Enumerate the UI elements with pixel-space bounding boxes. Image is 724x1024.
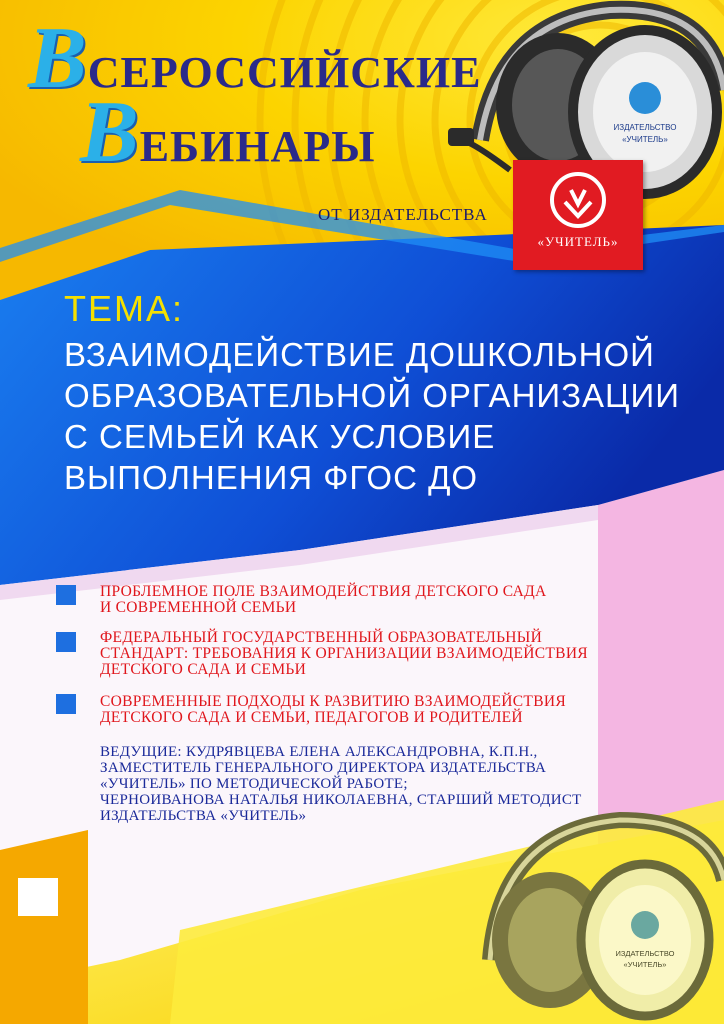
publisher-prefix: ОТ ИЗДАТЕЛЬСТВА [318,205,488,224]
headset-label-2: «УЧИТЕЛЬ» [623,960,667,969]
topic-line: ОБРАЗОВАТЕЛЬНОЙ ОРГАНИЗАЦИИ [64,377,680,414]
topic-line: С СЕМЬЕЙ КАК УСЛОВИЕ [64,418,496,455]
bullet-square-icon [56,694,76,714]
bullet-square-icon [56,585,76,605]
topic-line: ВЫПОЛНЕНИЯ ФГОС ДО [64,459,479,496]
title-rest-2: ЕБИНАРЫ [139,122,376,171]
publisher-logo-icon [513,160,643,234]
decorative-square [18,878,58,916]
headset-icon [460,800,724,1024]
hosts-line: «УЧИТЕЛЬ» ПО МЕТОДИЧЕСКОЙ РАБОТЕ; [100,776,408,792]
topic-title [64,334,704,498]
headset-label-1: ИЗДАТЕЛЬСТВО [613,123,677,132]
agenda-item-line: СОВРЕМЕННЫЕ ПОДХОДЫ К РАЗВИТИЮ ВЗАИМОДЕЙСТВИЯ [100,693,566,710]
title-initial-1: В [28,10,88,107]
agenda-item-line: ФЕДЕРАЛЬНЫЙ ГОСУДАРСТВЕННЫЙ ОБРАЗОВАТЕЛЬНЫЙ [100,629,543,646]
agenda-item-line: ДЕТСКОГО САДА И СЕМЬИ, ПЕДАГОГОВ И РОДИТЕЛЕЙ [100,709,523,726]
title-line-2 [80,82,375,183]
title-rest-1: СЕРОССИЙСКИЕ [87,48,482,97]
hosts-line: ЧЕРНОИВАНОВА НАТАЛЬЯ НИКОЛАЕВНА, СТАРШИЙ МЕТОДИСТ [100,792,582,808]
title-initial-2: В [80,84,140,181]
agenda-item-2 [100,630,640,678]
hosts-line: ЗАМЕСТИТЕЛЬ ГЕНЕРАЛЬНОГО ДИРЕКТОРА ИЗДАТЕЛЬСТВА [100,760,547,776]
agenda-item-line: СТАНДАРТ: ТРЕБОВАНИЯ К ОРГАНИЗАЦИИ ВЗАИМОДЕЙСТВИЯ [100,645,588,662]
agenda-item-line: И СОВРЕМЕННОЙ СЕМЬИ [100,599,297,616]
hosts-line: ВЕДУЩИЕ: КУДРЯВЦЕВА ЕЛЕНА АЛЕКСАНДРОВНА, К.П.Н., [100,744,538,760]
hosts-line: ИЗДАТЕЛЬСТВА «УЧИТЕЛЬ» [100,808,307,824]
agenda-item-1 [100,584,640,616]
agenda-item-line: ДЕТСКОГО САДА И СЕМЬИ [100,661,307,678]
agenda-item-line: ПРОБЛЕМНОЕ ПОЛЕ ВЗАИМОДЕЙСТВИЯ ДЕТСКОГО САДА [100,583,547,600]
topic-label: ТЕМА: [64,288,185,329]
topic-line: ВЗАИМОДЕЙСТВИЕ ДОШКОЛЬНОЙ [64,336,655,373]
logo-caption: «УЧИТЕЛЬ» [537,234,619,249]
headset-label-2: «УЧИТЕЛЬ» [622,135,668,144]
agenda-item-3 [100,694,640,726]
publisher-logo [513,160,643,270]
headset-label-1: ИЗДАТЕЛЬСТВО [615,949,675,958]
bullet-square-icon [56,632,76,652]
